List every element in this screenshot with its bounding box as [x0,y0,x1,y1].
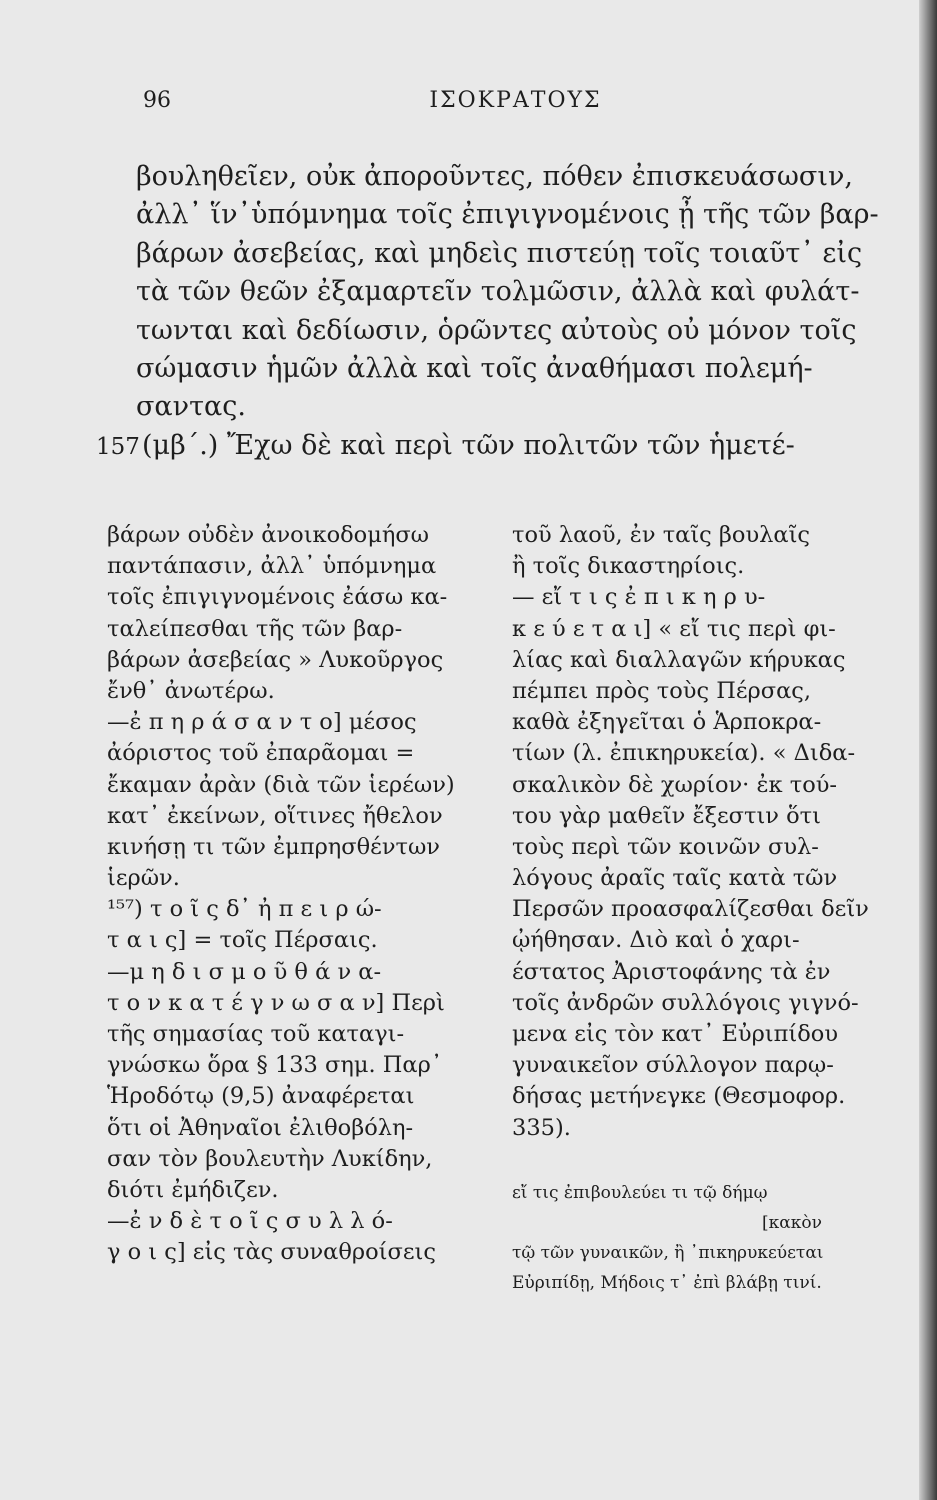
note-line: τ ο ν κ α τ έ γ ν ω σ α ν] Περὶ [107,989,445,1016]
verse-line: Εὐριπίδῃ, Μήδοις τ᾽ ἐπὶ βλάβῃ τινί. [512,1272,822,1293]
note-line: τοῖς ἐπιγιγνομένοις ἐάσω κα- [107,584,448,611]
text-line: βάρων ἀσεβείας, καὶ μηδεὶς πιστεύῃ τοῖς τοιαῦτ᾽ εἰς [136,237,863,269]
note-line: δήσας μετήνεγκε (Θεσμοφορ. [512,1083,846,1110]
notes-right-column [512,520,917,1298]
note-line: ἱερῶν. [107,865,180,892]
text-line: τὰ τῶν θεῶν ἐξαμαρτεῖν τολμῶσιν, ἀλλὰ καὶ φυλάτ- [136,276,860,308]
note-line: ταλείπεσθαι τῆς τῶν βαρ- [107,615,403,642]
note-line: κατ᾽ ἐκείνων, οἵτινες ἤθελον [107,802,443,829]
page-edge-shadow [919,0,937,1500]
text-line: σαντας. [136,391,246,423]
section-text: (μβ΄.) Ἔχω δὲ καὶ περὶ τῶν πολιτῶν τῶν ἡμετέ- [142,429,795,461]
note-line: λίας καὶ διαλλαγῶν κήρυκας [512,646,846,673]
note-line: παντάπασιν, ἀλλ᾽ ὑπόμνημα [107,553,437,580]
page-number: 96 [143,88,171,113]
note-line: ἢ τοῖς δικαστηρίοις. [512,553,745,580]
note-line: — εἴ τ ι ς ἐ π ι κ η ρ υ- [512,584,766,611]
note-line: ὅτι οἱ Ἀθηναῖοι ἐλιθοβόλη- [107,1114,414,1141]
text-line: τωνται καὶ δεδίωσιν, ὁρῶντες αὐτοὺς οὐ μόνον τοῖς [136,314,857,346]
main-text [96,158,906,465]
section-line [96,427,906,465]
verse-line: [κακὸν [762,1212,822,1233]
note-line: ἀόριστος τοῦ ἐπαρᾶομαι = [107,740,415,767]
note-line: —ἐ π η ρ ά σ α ν τ ο] μέσος [107,709,417,736]
note-line: Περσῶν προασφαλίζεσθαι δεῖν [512,896,869,923]
note-line: γ ο ι ς] εἰς τὰς συναθροίσεις [107,1239,436,1266]
verse-quotation [512,1178,917,1298]
note-line: τῆς σημασίας τοῦ καταγι- [107,1021,405,1047]
note-line: τίων (λ. ἐπικηρυκεία). « Διδα- [512,740,856,767]
note-line: έστατος Ἀριστοφάνης τὰ ἐν [512,958,831,985]
note-line: ἔνθ᾽ ἀνωτέρω. [107,677,275,704]
note-line: μενα εἰς τὸν κατ᾽ Εὐριπίδου [512,1021,838,1047]
note-line: πέμπει πρὸς τοὺς Πέρσας, [512,677,812,704]
note-line: τοῦ λαοῦ, ἐν ταῖς βουλαῖς [512,522,811,548]
text-line: ἀλλ᾽ ἵν᾽ὑπόμνημα τοῖς ἐπιγιγνομένοις ᾖ τῆς τῶν βαρ- [136,199,879,231]
note-line: του γὰρ μαθεῖν ἔξεστιν ὅτι [512,802,821,829]
note-line: βάρων οὐδὲν ἀνοικοδομήσω [107,522,430,548]
section-number: 157 [96,433,140,460]
note-line: —ἐ ν δ ὲ τ ο ῖ ς σ υ λ λ ό- [107,1208,393,1235]
verse-line: εἴ τις ἐπιβουλεύει τι τῷ δήμῳ [512,1182,768,1203]
note-line: σκαλικὸν δὲ χωρίον· ἐκ τού- [512,771,838,798]
note-line: τοὺς περὶ τῶν κοινῶν συλ- [512,833,819,860]
note-line: ᾠήθησαν. Διὸ καὶ ὁ χαρι- [512,927,800,954]
note-line: ¹⁵⁷) τ ο ῖ ς δ᾽ ἠ π ε ι ρ ώ- [107,896,382,923]
note-line: —μ η δ ι σ μ ο ῦ θ ά ν α- [107,958,382,985]
note-line: γνώσκω ὅρα § 133 σημ. Παρ᾽ [107,1052,443,1079]
note-line: κινήσῃ τι τῶν ἐμπρησθέντων [107,833,440,860]
note-line: ἔκαμαν ἀρὰν (διὰ τῶν ἱερέων) [107,771,455,798]
note-line: τ α ι ς] = τοῖς Πέρσαις. [107,927,378,954]
note-line: γυναικεῖον σύλλογον παρῳ- [512,1052,834,1079]
text-line: βουληθεῖεν, οὐκ ἀποροῦντες, πόθεν ἐπισκευάσωσιν, [136,161,853,192]
note-line: κ ε ύ ε τ α ι] « εἴ τις περὶ φι- [512,615,836,642]
note-line: 335). [512,1114,571,1141]
notes-left-column [107,520,492,1269]
note-line: τοῖς ἀνδρῶν συλλόγοις γιγνό- [512,989,859,1016]
text-line: σώμασιν ἡμῶν ἀλλὰ καὶ τοῖς ἀναθήμασι πολεμή- [136,352,813,384]
note-line: καθὰ ἐξηγεῖται ὁ Ἁρποκρα- [512,709,822,736]
note-line: σαν τὸν βουλευτὴν Λυκίδην, [107,1145,433,1172]
note-line: βάρων ἀσεβείας » Λυκοῦργος [107,646,444,673]
note-line: λόγους ἀραῖς ταῖς κατὰ τῶν [512,865,838,892]
note-line: Ἡροδότῳ (9,5) ἀναφέρεται [107,1083,415,1110]
running-head: ΙΣΟΚΡΑΤΟΥΣ [429,88,602,113]
verse-line: τῷ τῶν γυναικῶν, ἢ ᾽πικηρυκεύεται [512,1242,824,1263]
page-header [143,88,888,128]
note-line: διότι ἐμήδιζεν. [107,1176,279,1203]
